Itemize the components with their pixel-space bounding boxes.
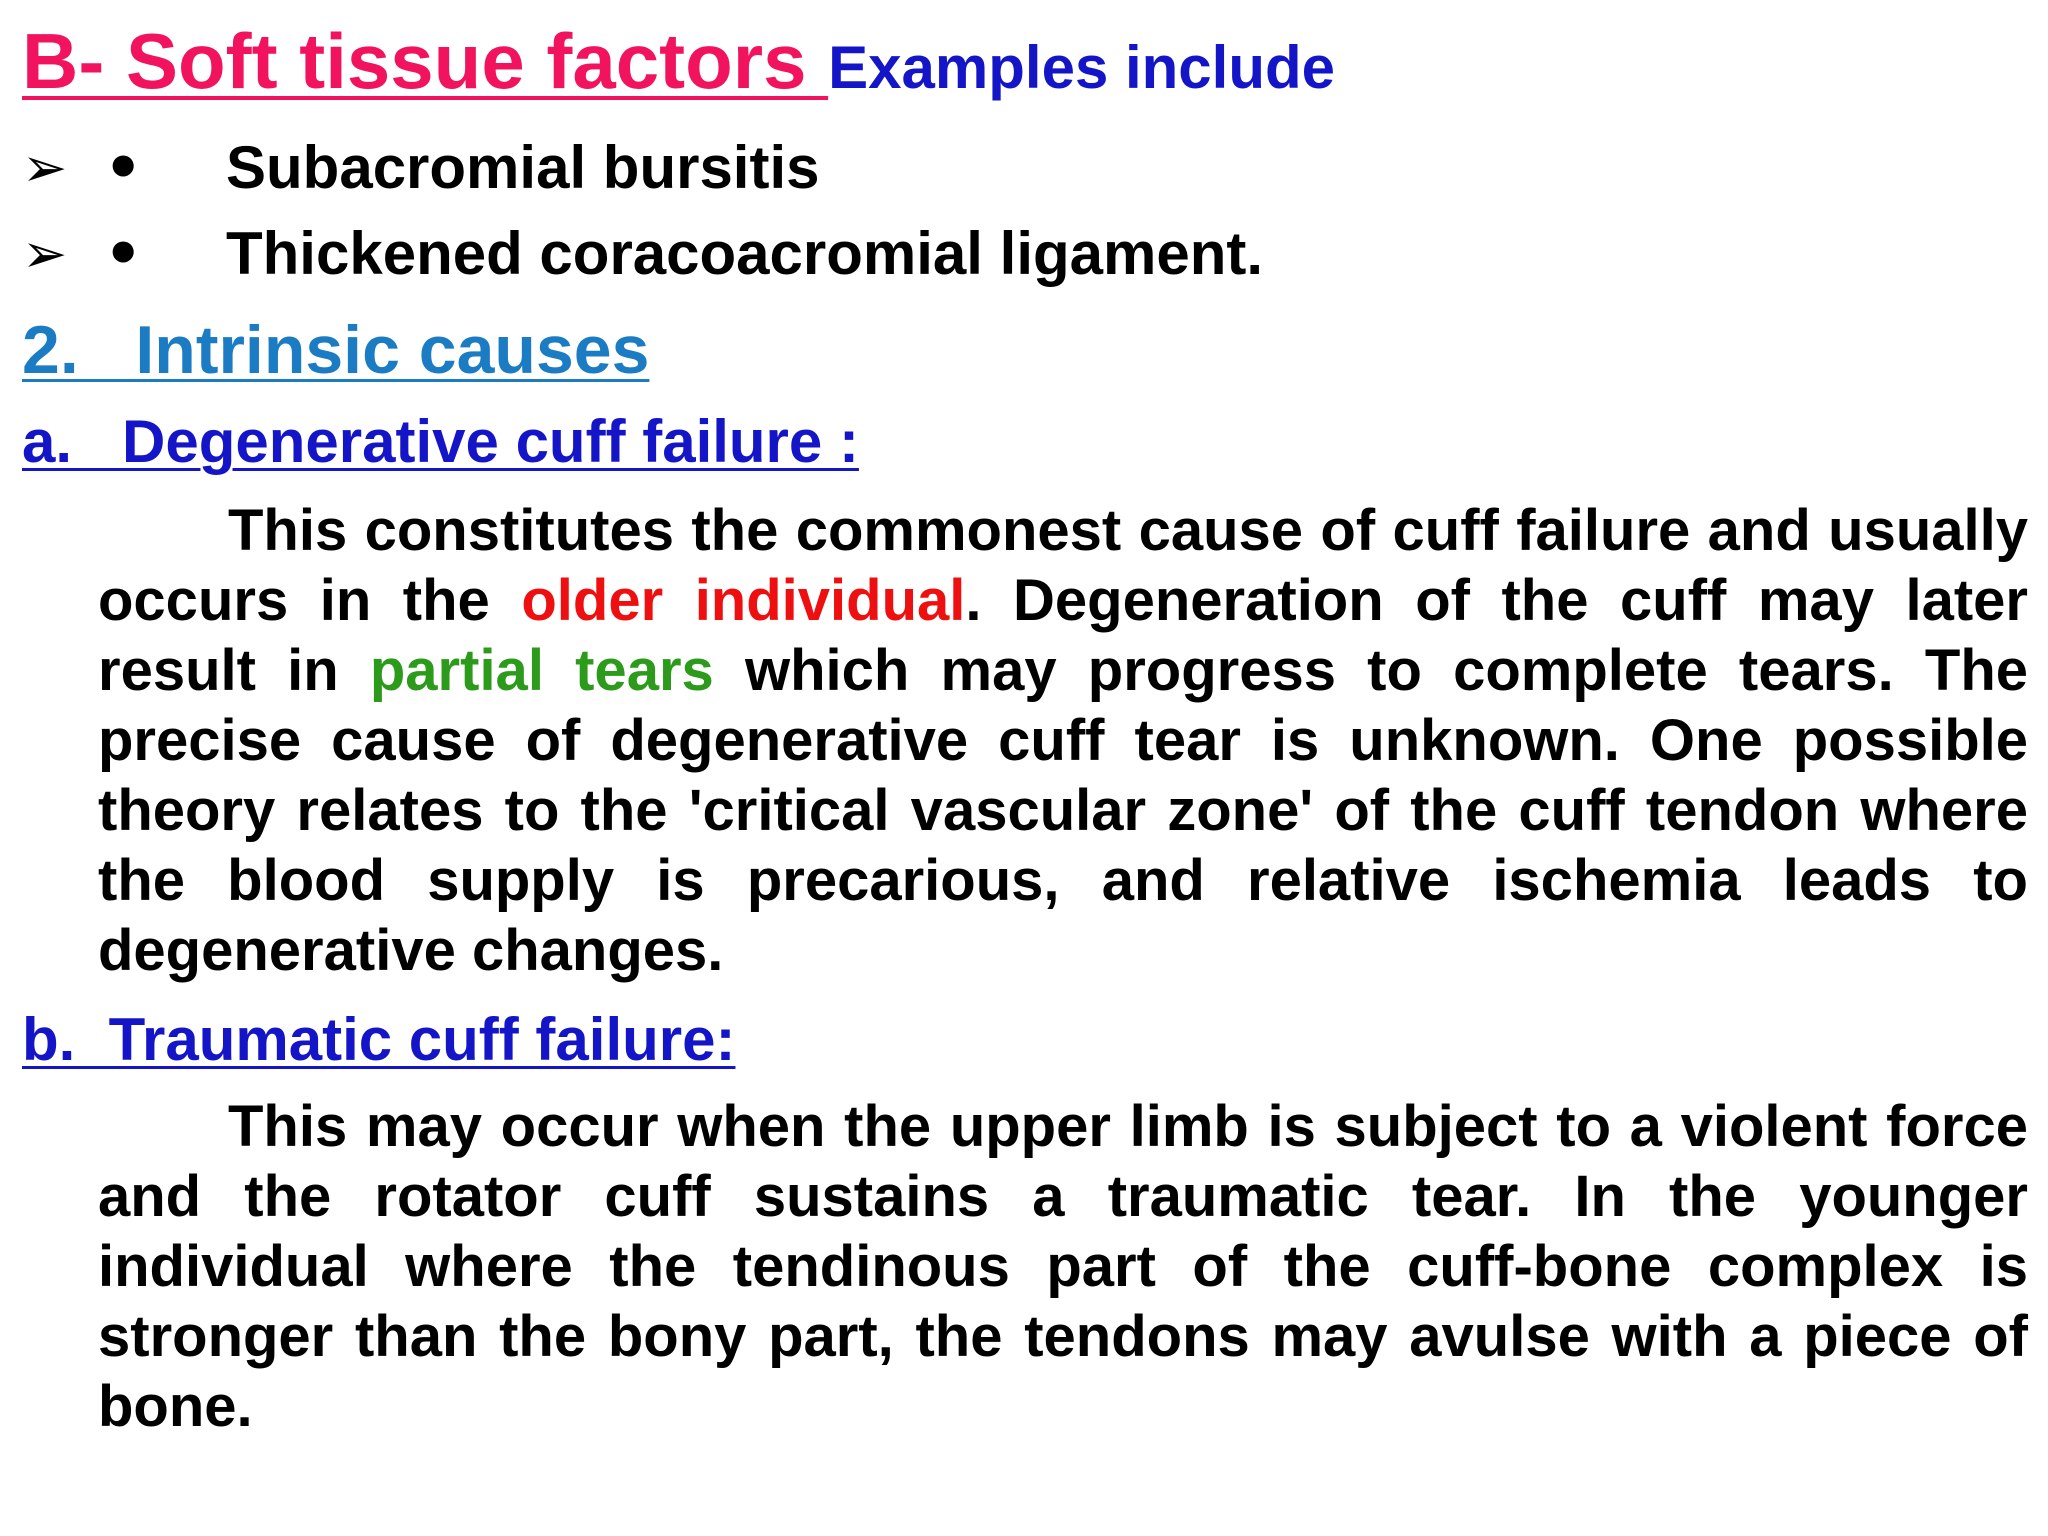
degenerative-paragraph [98, 496, 2028, 986]
arrow-bullet-icon: ➢ [22, 136, 68, 199]
soft-tissue-heading [22, 17, 1336, 105]
traumatic-cuff-failure-heading: b. Traumatic cuff failure: [22, 1006, 736, 1073]
paragraph-text: . Degeneration of the cuff may later result in [98, 568, 2028, 703]
traumatic-paragraph: This may occur when the upper limb is subject to a violent force and the rotator cuff sustains a traumatic tear. In the younger individual where the tendinous part of the cuff-bone complex is stronger than the bony part, the tendons may avulse with a piece of bone. [98, 1094, 2028, 1439]
examples-include-label: Examples include [828, 34, 1336, 101]
dot-bullet-icon: • [104, 133, 143, 203]
soft-tissue-title: B- Soft tissue factors [22, 17, 829, 105]
bullet-text: Subacromial bursitis [226, 134, 820, 201]
older-individual-highlight: older individual [521, 568, 966, 633]
degenerative-cuff-failure-heading: a. Degenerative cuff failure : [22, 408, 859, 475]
bullet-text: Thickened coracoacromial ligament. [226, 220, 1264, 287]
paragraph-text: which may progress to complete tears. The precise cause of degenerative cuff tear is unknown. One possible theory relates to the 'critical vascular zone' of the cuff tendon where the blood supply is precarious, and relative ischemia leads to degenerative changes. [98, 638, 2028, 983]
dot-bullet-icon: • [104, 219, 143, 289]
partial-tears-highlight: partial tears [369, 638, 714, 703]
paragraph-text: This constitutes the commonest cause of cuff failure and usually occurs in the [98, 498, 2028, 633]
arrow-bullet-icon: ➢ [22, 222, 68, 285]
intrinsic-causes-heading: 2. Intrinsic causes [22, 312, 650, 388]
